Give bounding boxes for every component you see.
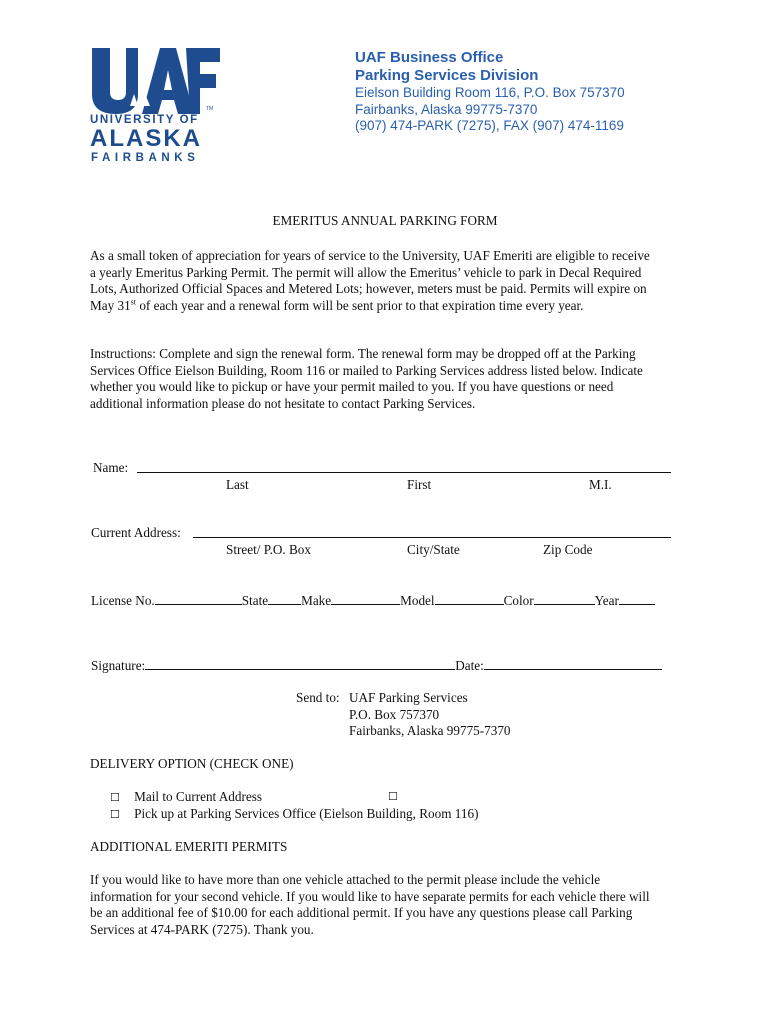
intro-line: Lots, Authorized Official Spaces and Metered Lots; however, meters must be paid. Permits will expire on	[90, 281, 647, 296]
signature-label: Signature:	[91, 658, 146, 673]
year-label: Year	[594, 593, 619, 608]
send-to-address	[349, 690, 511, 740]
office-title: UAF Business Office	[355, 49, 504, 66]
mail-checkbox[interactable]: ☐	[110, 791, 120, 804]
address-label: Current Address:	[91, 525, 181, 540]
instructions-line: additional information please do not hesitate to contact Parking Services.	[90, 395, 476, 411]
pickup-option-label: Pick up at Parking Services Office (Eielson Building, Room 116)	[134, 806, 479, 821]
intro-line: As a small token of appreciation for years of service to the University, UAF Emeriti are eligible to receive	[90, 248, 650, 263]
intro-date: May 31	[90, 297, 131, 313]
office-phone: (907) 474-PARK (7275), FAX (907) 474-1169	[355, 118, 624, 133]
office-address: Eielson Building Room 116, P.O. Box 757370	[355, 85, 625, 100]
make-label: Make	[301, 593, 332, 608]
office-header	[355, 49, 625, 135]
intro-paragraph	[90, 248, 682, 314]
year-input[interactable]	[619, 592, 655, 605]
intro-line: a yearly Emeritus Parking Permit. The permit will allow the Emeritus’ vehicle to park in Decal Required	[90, 264, 642, 280]
address-city-caption: City/State	[407, 542, 460, 557]
name-first-caption: First	[407, 477, 432, 492]
color-input[interactable]	[534, 592, 595, 605]
delivery-option-pickup	[110, 806, 478, 824]
date-input[interactable]	[484, 657, 662, 670]
license-label: License No.	[91, 593, 155, 608]
instructions-line: Services Office Eielson Building, Room 116 or mailed to Parking Services address listed below. Indicate	[90, 362, 643, 378]
instructions-line: Instructions: Complete and sign the renewal form. The renewal form may be dropped off at the Parking	[90, 346, 636, 361]
color-label: Color	[503, 593, 534, 608]
vehicle-line	[91, 592, 655, 610]
license-input[interactable]	[155, 592, 242, 605]
address-input-line[interactable]	[193, 537, 671, 538]
pickup-checkbox[interactable]: ☐	[110, 808, 120, 821]
intro-line	[90, 298, 682, 315]
uaf-logo	[90, 44, 222, 168]
office-city: Fairbanks, Alaska 99775-7370	[355, 101, 538, 117]
name-mi-caption: M.I.	[589, 477, 612, 492]
delivery-heading: DELIVERY OPTION (CHECK ONE)	[90, 756, 294, 771]
additional-paragraph	[90, 872, 682, 938]
additional-line: Services at 474-PARK (7275). Thank you.	[90, 921, 314, 937]
intro-date-suffix: st	[130, 297, 137, 307]
make-input[interactable]	[331, 592, 400, 605]
instructions-paragraph	[90, 346, 682, 412]
address-zip-caption: Zip Code	[543, 542, 593, 557]
signature-line	[91, 657, 662, 675]
signature-input[interactable]	[145, 657, 455, 670]
name-input-line[interactable]	[137, 472, 671, 473]
address-street-caption: Street/ P.O. Box	[226, 542, 311, 557]
intro-line-end: of each year and a renewal form will be sent prior to that expiration time every year.	[136, 297, 584, 313]
additional-line: information for your second vehicle. If you would like to have separate permits for each vehicle there will	[90, 888, 650, 904]
state-input[interactable]	[268, 592, 301, 605]
model-label: Model	[400, 593, 435, 608]
tm-mark: TM	[206, 106, 214, 112]
state-label: State	[241, 593, 269, 608]
send-to-line: Fairbanks, Alaska 99775-7370	[349, 723, 511, 738]
additional-line: be an additional fee of $10.00 for each additional permit. If you have any questions please call Parking	[90, 905, 633, 920]
logo-line-university: UNIVERSITY OF	[90, 114, 199, 126]
name-last-caption: Last	[226, 477, 249, 492]
send-to-line: P.O. Box 757370	[349, 706, 440, 722]
form-title	[0, 213, 770, 230]
additional-line: If you would like to have more than one vehicle attached to the permit please include the vehicle	[90, 872, 601, 887]
additional-heading: ADDITIONAL EMERITI PERMITS	[90, 839, 288, 854]
form-title-text: EMERITUS ANNUAL PARKING FORM	[272, 213, 498, 228]
logo-line-fairbanks: FAIRBANKS	[91, 152, 200, 164]
send-to-label: Send to:	[296, 690, 340, 705]
office-division: Parking Services Division	[355, 67, 539, 84]
extra-checkbox[interactable]: ☐	[388, 790, 398, 803]
name-label: Name:	[93, 460, 129, 475]
logo-line-alaska: ALASKA	[90, 125, 202, 152]
instructions-line: whether you would like to pickup or have your permit mailed to you. If you have questions or need	[90, 379, 614, 394]
delivery-option-mail	[110, 789, 398, 807]
mail-option-label: Mail to Current Address	[134, 789, 263, 804]
uaf-logo-mark	[90, 44, 222, 116]
model-input[interactable]	[435, 592, 504, 605]
send-to-line: UAF Parking Services	[349, 690, 468, 705]
date-label: Date:	[455, 658, 484, 673]
